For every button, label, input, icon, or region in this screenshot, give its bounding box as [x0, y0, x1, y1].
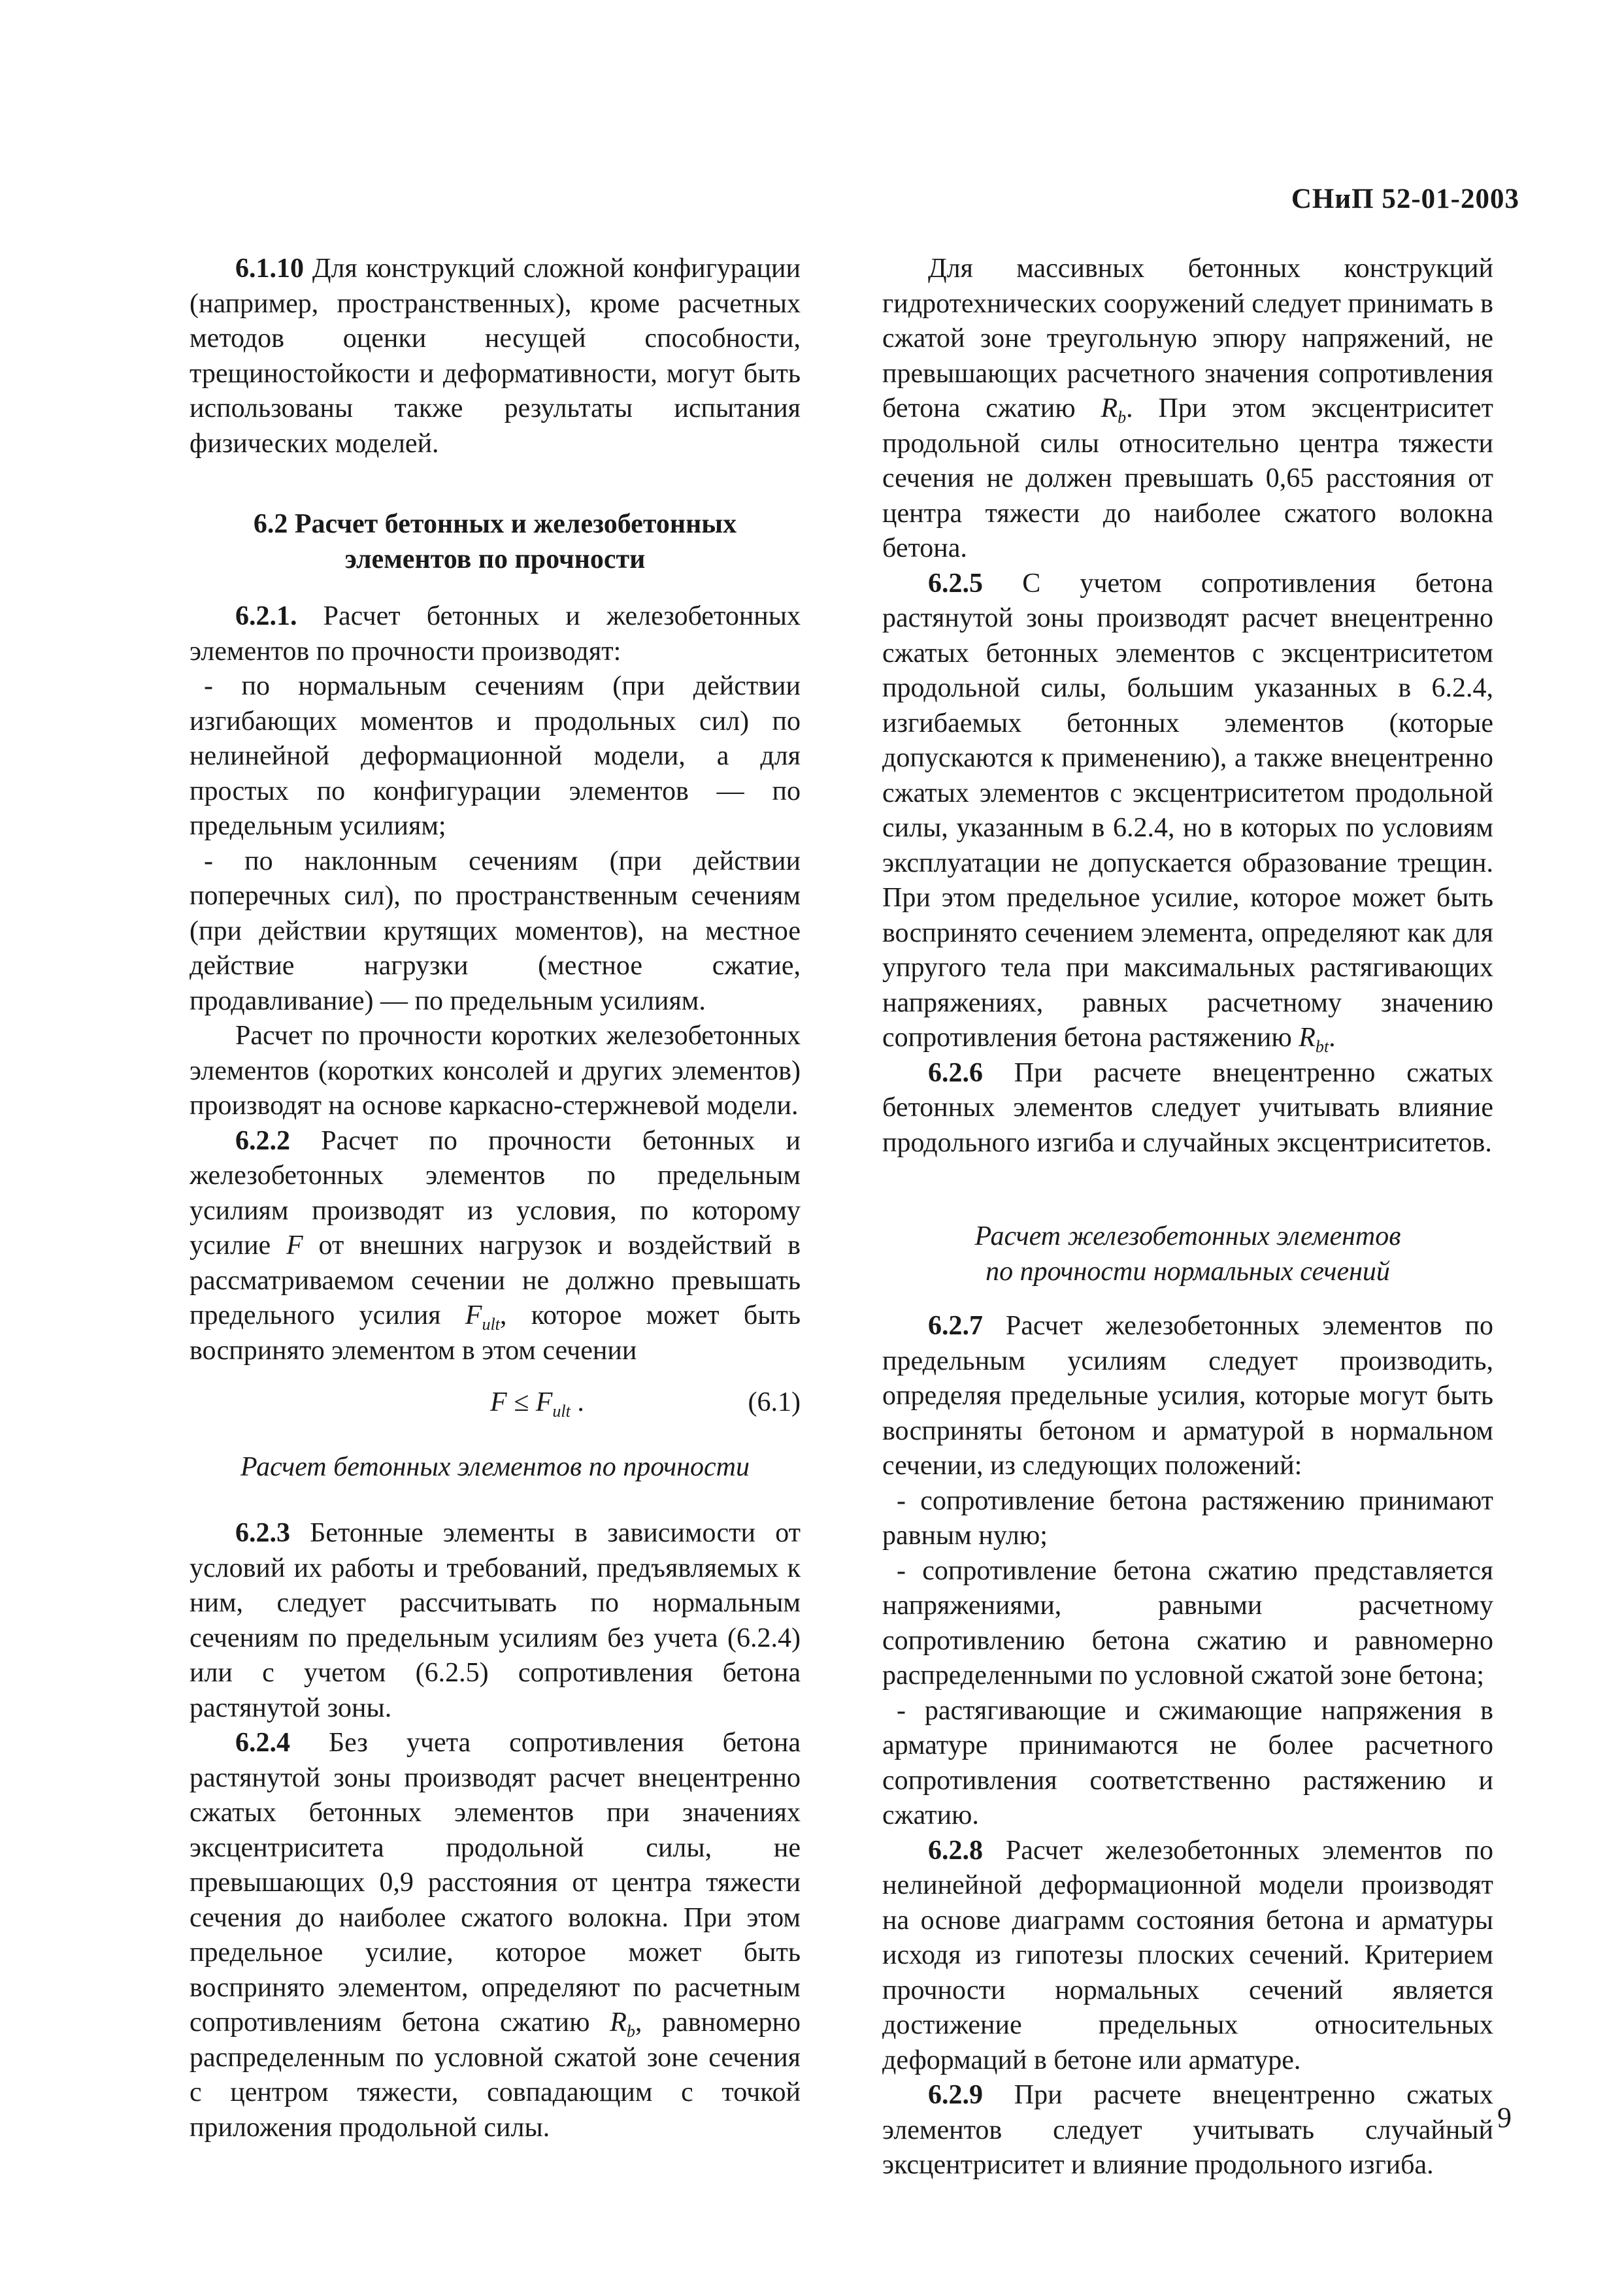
formula-6-1 [190, 1385, 801, 1421]
left-column [190, 252, 801, 2145]
paragraph-6-2-5 [882, 567, 1493, 1056]
symbol-F: F [286, 1230, 303, 1261]
paragraph-6-1-10 [190, 252, 801, 461]
section-heading-6-2 [190, 507, 801, 577]
subscript: bt [1315, 1037, 1329, 1057]
paragraph-text: Бетонные элементы в зависимости от условий их работы и требований, предъявляемых к ним, следует рассчитывать по нормальным сечениям по предельным усилиям без учета (6.2.4) или с учетом (6.2.5) сопротивления бетона растянутой зоны. [190, 1518, 801, 1723]
formula-tail: . [570, 1387, 584, 1417]
paragraph-6-2-6 [882, 1056, 1493, 1161]
paragraph-6-2-4 [190, 1726, 801, 2145]
document-header-code: СНиП 52-01-2003 [1291, 184, 1519, 214]
paragraph-text: При расчете внецентренно сжатых бетонных элементов следует учитывать влияние продольного изгиба и случайных эксцентриситетов. [882, 1057, 1493, 1158]
subscript: ult [482, 1315, 500, 1334]
clause-number: 6.2.6 [928, 1057, 983, 1088]
formula-number: (6.1) [748, 1387, 801, 1417]
heading-line: элементов по прочности [344, 544, 646, 574]
clause-number: 6.2.4 [235, 1728, 290, 1758]
paragraph-6-2-2 [190, 1124, 801, 1369]
list-item: - по нормальным сечениям (при действии изгибающих моментов и продольных сил) по нелинейной деформационной модели, а для простых по конфигурации элементов — по предельным усилиям; [190, 671, 801, 841]
paragraph-text: При расчете внецентренно сжатых элементов следует учитывать случайный эксцентриситет и влияние продольного изгиба. [882, 2080, 1493, 2180]
paragraph-text: . При этом эксцентриситет продольной силы относительно центра тяжести сечения не должен превышать 0,65 расстояния от центра тяжести до наиболее сжатого волокна бетона. [882, 393, 1493, 563]
page-number: 9 [1497, 2102, 1512, 2134]
paragraph-text: Расчет бетонных и железобетонных элементов по прочности производят: [190, 601, 801, 667]
clause-number: 6.2.3 [235, 1518, 290, 1548]
paragraph-6-2-3 [190, 1516, 801, 1726]
list-item: - растягивающие и сжимающие напряжения в арматуре принимаются не более расчетного сопротивления соответственно растяжению и сжатию. [882, 1695, 1493, 1830]
clause-number: 6.2.9 [928, 2080, 983, 2110]
paragraph-text: Для массивных бетонных конструкций гидротехнических сооружений следует принимать в сжатой зоне треугольную эпюру напряжений, не превышающих расчетного значения сопротивления бетона сжатию [882, 254, 1493, 423]
paragraph-text: Расчет железобетонных элементов по предельным усилиям следует производить, определяя предельные усилия, которые могут быть восприняты бетоном и арматурой в нормальном сечении, из следующих положений: [882, 1311, 1494, 1481]
clause-number: 6.2.5 [928, 568, 983, 599]
paragraph-text: от внешних нагрузок и воздействий в рассматриваемом сечении не должно превышать предельного усилия [190, 1230, 801, 1330]
clause-number: 6.2.1. [235, 601, 297, 631]
list-item: - сопротивление бетона сжатию представляется напряжениями, равными расчетному сопротивлению бетона сжатию и равномерно распределенными по условной сжатой зоне бетона; [882, 1555, 1493, 1691]
paragraph-short-elements: Расчет по прочности коротких железобетонных элементов (коротких консолей и других элементов) производят на основе каркасно-стержневой модели. [190, 1021, 801, 1121]
paragraph-text: , равномерно распределенным по условной сжатой зоне сечения с центром тяжести, совпадающим с точкой приложения продольной силы. [190, 2007, 801, 2143]
paragraph-6-2-9 [882, 2078, 1493, 2183]
symbol-R: R [610, 2007, 627, 2037]
paragraph-6-2-1 [190, 599, 801, 669]
symbol-R: R [1101, 393, 1118, 423]
subheading-line: Расчет железобетонных элементов [974, 1221, 1401, 1251]
clause-number: 6.2.8 [928, 1835, 983, 1866]
subheading-line: по прочности нормальных сечений [986, 1256, 1390, 1287]
subheading-reinforced [882, 1219, 1493, 1289]
paragraph-text: С учетом сопротивления бетона растянутой зоны производят расчет внецентренно сжатых бетонных элементов с эксцентриситетом продольной силы, большим указанных в 6.2.4, изгибаемых бетонных элементов (которые допускаются к применению), а также внецентренно сжатых элементов с эксцентриситетом продольной силы, указанным в 6.2.4, но в которых по условиям эксплуатации не допускается образование трещин. При этом предельное усилие, которое может быть воспринято сечением элемента, определяют как для упругого тела при максимальных растягивающих напряжениях, равных расчетному значению сопротивления бетона растяжению [882, 568, 1494, 1053]
heading-line: 6.2 Расчет бетонных и железобетонных [253, 509, 737, 539]
paragraph-text: . [1329, 1023, 1336, 1053]
clause-number: 6.1.10 [235, 254, 304, 284]
paragraph-text: Расчет по прочности бетонных и железобетонных элементов по предельным усилиям производят из условия, по которому усилие [190, 1125, 801, 1261]
right-column [882, 252, 1493, 2183]
symbol-F: F [465, 1300, 482, 1330]
paragraph-6-2-8 [882, 1834, 1493, 2079]
paragraph-text: Для конструкций сложной конфигурации (например, пространственных), кроме расчетных методов оценки несущей способности, трещиностойкости и деформативности, могут быть использованы также результаты испытания физических моделей. [190, 254, 801, 459]
subscript: b [1118, 408, 1127, 427]
paragraph-text: Расчет железобетонных элементов по нелинейной деформационной модели производят на основе диаграмм состояния бетона и арматуры исходя из гипотезы плоских сечений. Критерием прочности нормальных сечений является достижение предельных относительных деформаций в бетоне или арматуре. [882, 1835, 1494, 2075]
formula-lhs: F ≤ F [490, 1387, 553, 1417]
subheading-concrete: Расчет бетонных элементов по прочности [240, 1451, 750, 1482]
paragraph-6-2-7 [882, 1309, 1493, 1484]
clause-number: 6.2.7 [928, 1311, 983, 1341]
formula-expression [444, 1385, 584, 1421]
list-item: - по наклонным сечениям (при действии поперечных сил), по пространственным сечениям (при действии крутящих моментов), на местное действие нагрузки (местное сжатие, продавливание) — по предельным усилиям. [190, 846, 801, 1016]
clause-number: 6.2.2 [235, 1125, 290, 1156]
paragraph-text: Без учета сопротивления бетона растянутой зоны производят расчет внецентренно сжатых бетонных элементов при значениях эксцентриситета продольной силы, не превышающих 0,9 расстояния от центра тяжести сечения до наиболее сжатого волокна. При этом предельное усилие, которое может быть воспринято элементом, определяют по расчетным сопротивлениям бетона сжатию [190, 1728, 801, 2037]
symbol-R: R [1299, 1023, 1316, 1053]
paragraph-text: , которое может быть воспринято элементом в этом сечении [190, 1300, 801, 1366]
subscript: b [626, 2022, 635, 2041]
formula-subscript: ult [552, 1402, 571, 1421]
list-item: - сопротивление бетона растяжению принимают равным нулю; [882, 1485, 1493, 1551]
paragraph-massive-structures [882, 252, 1493, 567]
